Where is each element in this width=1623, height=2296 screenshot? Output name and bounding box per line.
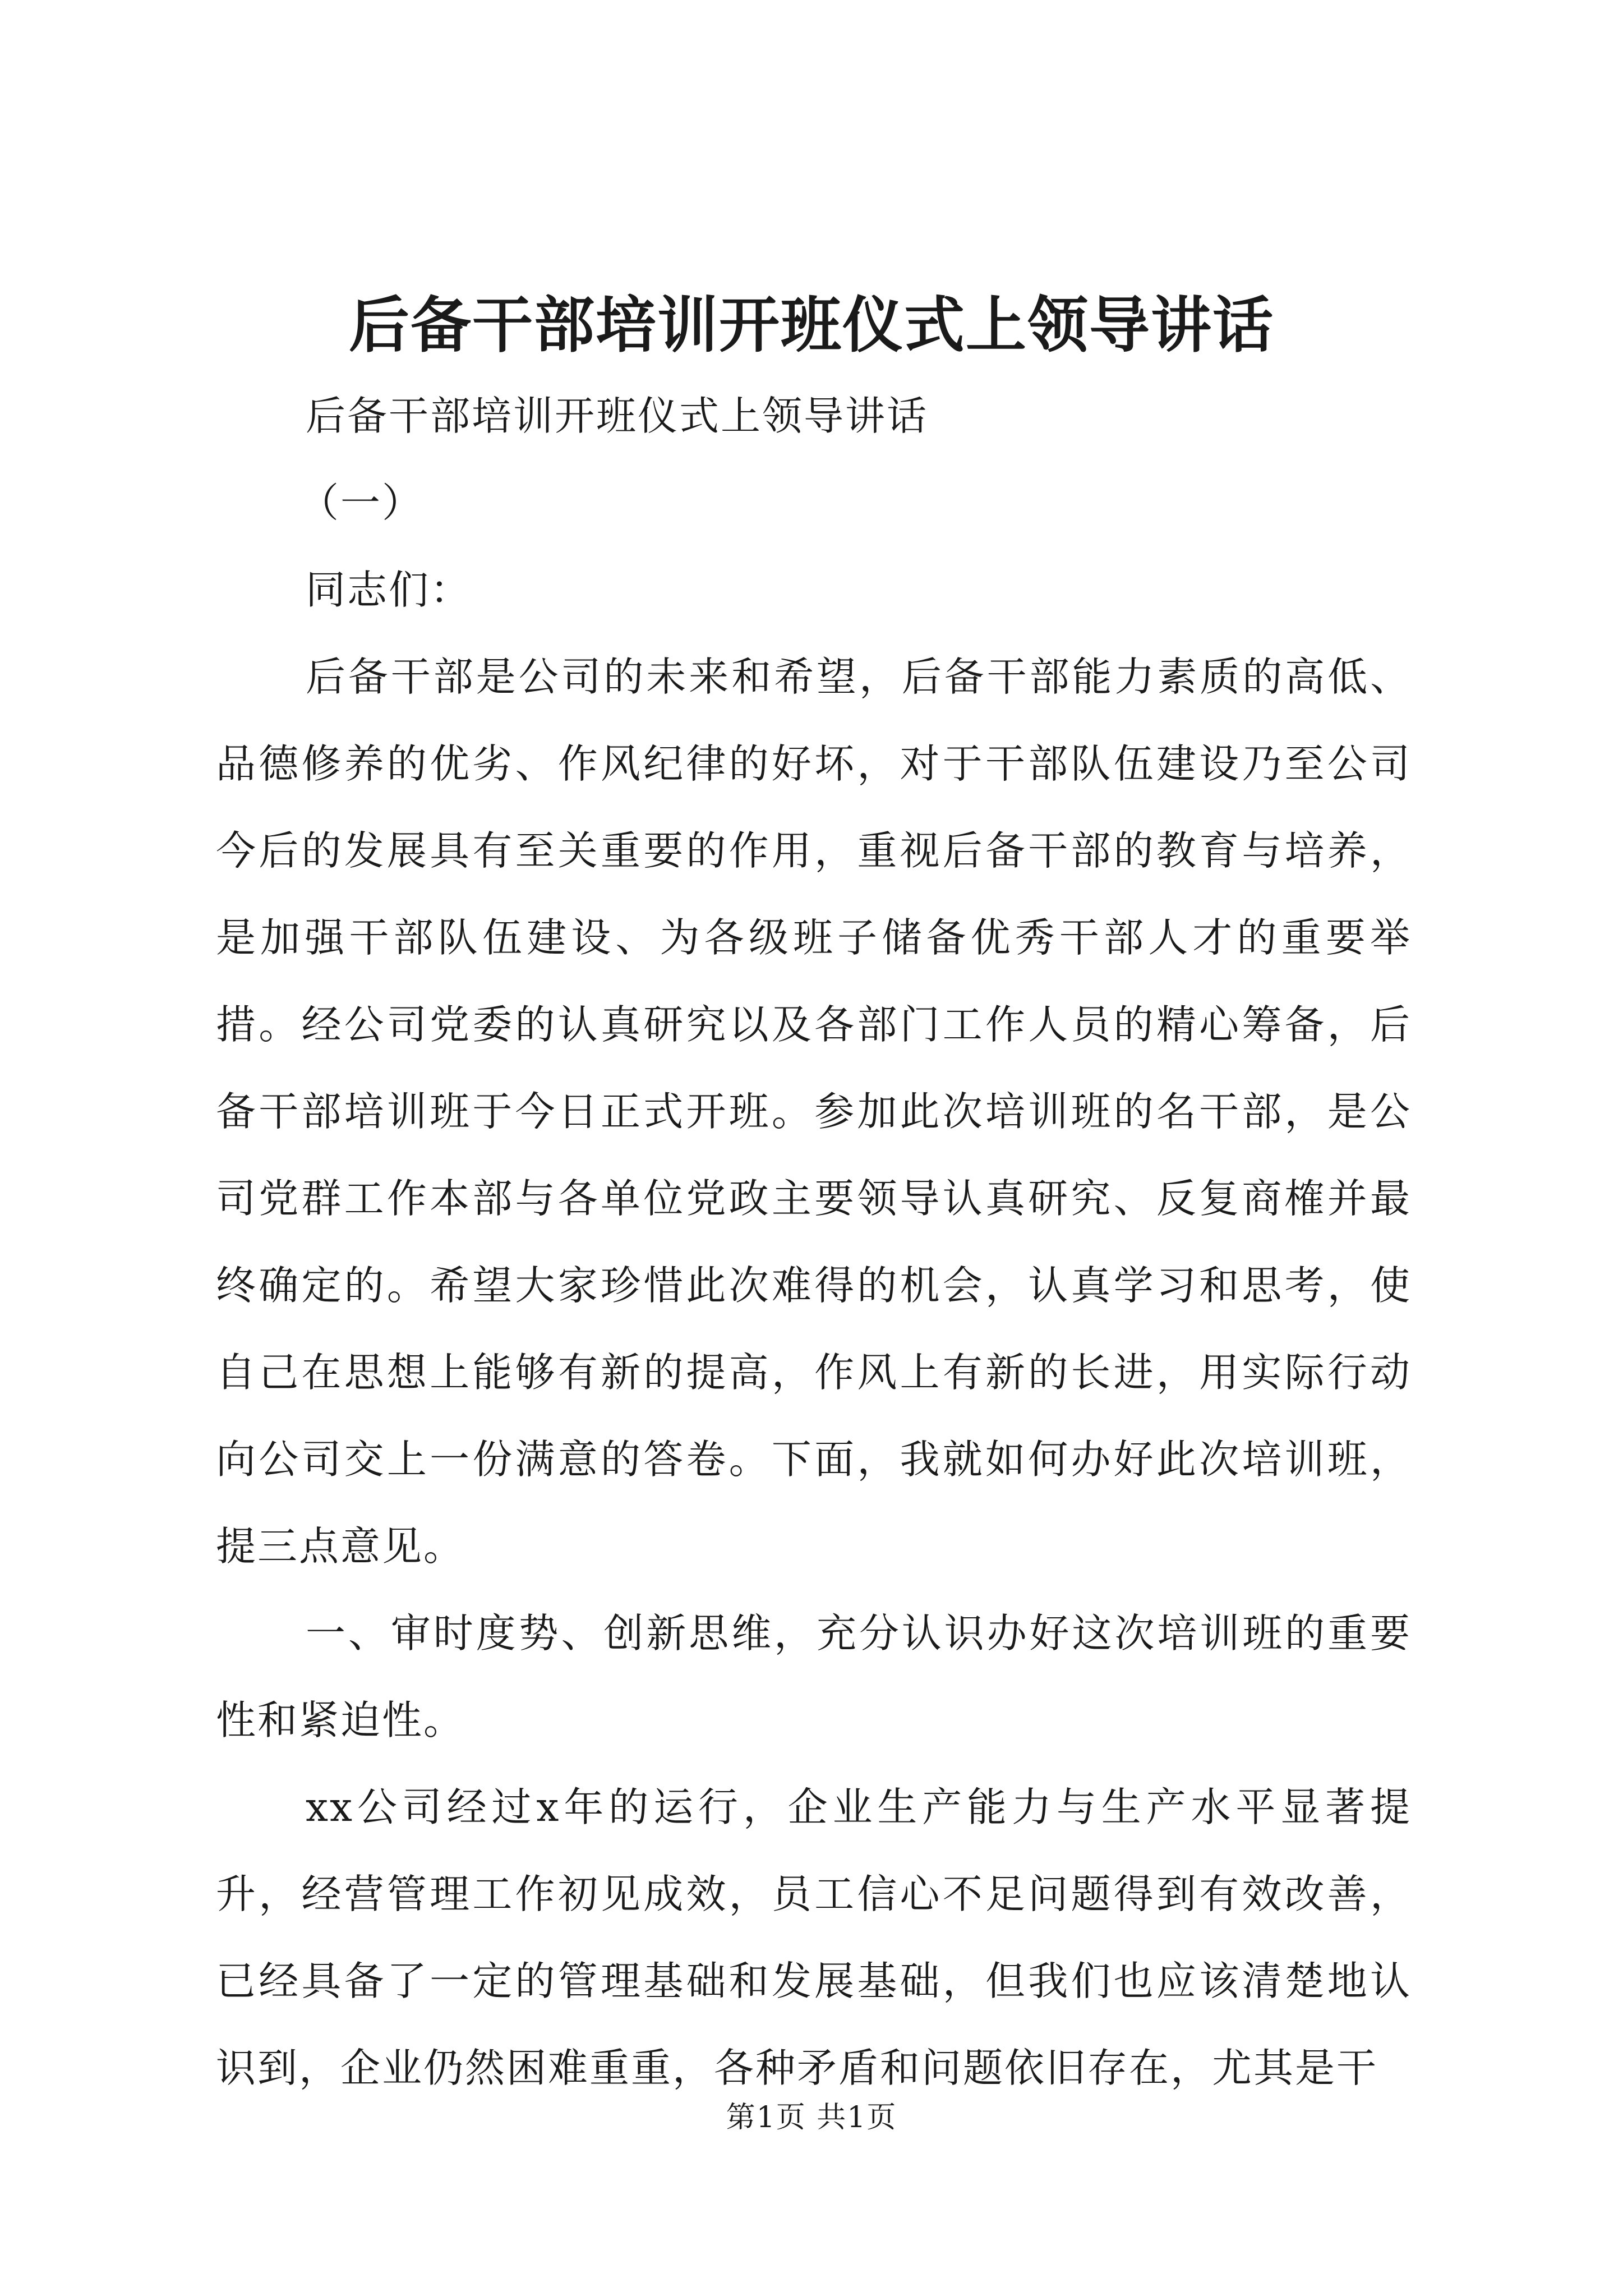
paragraph-heading-one: 一、审时度势、创新思维，充分认识办好这次培训班的重要性和紧迫性。 <box>216 1610 1412 1743</box>
page-footer: 第1页 共1页 <box>726 2101 897 2134</box>
paragraph-section-number: （一） <box>299 480 424 526</box>
paragraph-salutation: 同志们： <box>306 567 472 613</box>
paragraph-subtitle: 后备干部培训开班仪式上领导讲话 <box>306 393 929 439</box>
paragraph-intro: 后备干部是公司的未来和希望，后备干部能力素质的高低、品德修养的优劣、作风纪律的好坏，对于干部队伍建设乃至公司今后的发展具有至关重要的作用，重视后备干部的教育与培养，是加强干部队伍建设、为各级班子储备优秀干部人才的重要举措。经公司党委的认真研究以及各部门工作人员的精心筹备，后备干部培训班于今日正式开班。参加此次培训班的名干部，是公司党群工作本部与各单位党政主要领导认真研究、反复商榷并最终确定的。希望大家珍惜此次难得的机会，认真学习和思考，使自己在思想上能够有新的提高，作风上有新的长进，用实际行动向公司交上一份满意的答卷。下面，我就如何办好此次培训班，提三点意见。 <box>216 654 1412 1570</box>
document-body <box>216 372 1412 2111</box>
paragraph-company-status: xx公司经过x年的运行，企业生产能力与生产水平显著提升，经营管理工作初见成效，员工信心不足问题得到有效改善，已经具备了一定的管理基础和发展基础，但我们也应该清楚地认识到，企业仍然困难重重，各种矛盾和问题依旧存在，尤其是干 <box>216 1784 1412 2091</box>
document-title: 后备干部培训开班仪式上领导讲话 <box>348 290 1274 361</box>
